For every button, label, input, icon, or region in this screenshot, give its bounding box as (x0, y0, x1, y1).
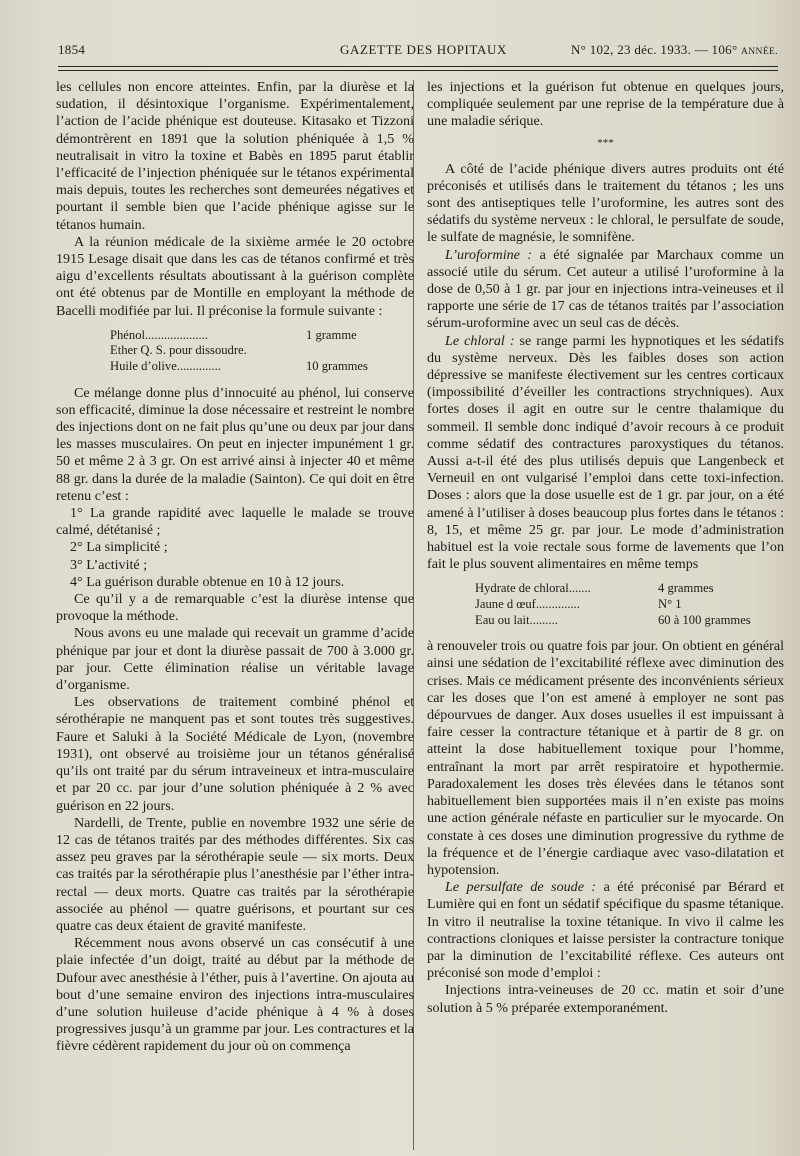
formula-row (110, 343, 414, 359)
issue-info (571, 42, 778, 58)
formula-row (475, 613, 784, 629)
paragraph-lead: Le persulfate de soude : (445, 879, 597, 896)
paragraph: à renouveler trois ou quatre fois par jour. On obtient en général ainsi une sédation de l’excitabilité réflexe avec diminution des crises. Mais ce médicament présente des inconvénients sérieux car les doses que l’on est amené à employer ne sont pas dépourvues de danger. Aux doses usuelles il est impuissant à faire cesser la contracture tétanique et à partir de 8 gr. on atteint la dose habituellement toxique pour l’homme, entraînant la mort par arrêt respiratoire et hypothermie. Paradoxalement les doses très élevées dans le tétanos sont habituellement bien supportées mais il n’en existe pas moins une action générale néfaste en particulier sur le myocarde. On constate à ces doses une diminution progressive du rythme de la fréquence et de l’énergie cardiaque avec vaso-dilatation et hypotension. (427, 638, 784, 878)
list-item: 3° L’activité ; (70, 556, 148, 573)
paragraph-body: se range parmi les hypnotiques et les sédatifs du système nerveux. Dès les faibles doses son action dépressive se manifeste électivement sur les centres corticaux (impossibilité d’éveiller les contractions strychniques). Aux fortes doses il agit en outre sur le centre thalamique du sommeil. Il semble donc indiqué d’avoir recours à ce produit comme sédatif des contractures paroxystiques du tétanos. Aussi a-t-il été des plus utilisés depuis que Langenbeck et Verneuil en ont vulgarisé l’emploi dans cette toxi-infection. Doses : alors que la dose usuelle est de 1 gr. par jour, on a été amené à l’utiliser à doses beaucoup plus fortes dans le tétanos : 8, 15, et même 25 gr. par jour. Le mode d’administration habituel est la voie rectale sous forme de lavements que l’on fait le plus souvent alimentaires en même temps (427, 332, 784, 573)
list-item: 1° La grande rapidité avec laquelle le malade se trouve calmé, dététanisé ; (56, 505, 414, 539)
paragraph-lead: Le chloral : (445, 332, 515, 349)
right-column (427, 79, 784, 1017)
ingredient-name: Eau ou lait......... (475, 612, 558, 627)
left-column (56, 79, 414, 1056)
journal-title: GAZETTE DES HOPITAUX (340, 42, 507, 57)
paragraph (427, 247, 784, 333)
paragraph-body: a été signalée par Marchaux comme un associé utile du sérum. Cet auteur a utilisé l’uroformine à la dose de 0,50 à 1 gr. par jour en injections intra-veineuses et il rapporte une série de 17 cas de tétanos traités par l’association sérum-uroformine avec un seul cas de décès. (427, 246, 784, 332)
list-item: 2° La simplicité ; (70, 539, 168, 556)
formula-row (475, 597, 784, 613)
paragraph: A côté de l’acide phénique divers autres produits ont été préconisés et utilisés dans le traitement du tétanos ; les uns sont des antiseptiques telle l’uroformine, les autres sont des sédatifs du système nerveux : le chloral, le persulfate de soude, le sulfate de magnésie, le somnifène. (427, 160, 784, 246)
section-separator: *** (597, 136, 614, 149)
issue-date: N° 102, 23 déc. 1933. — 106° (570, 42, 738, 57)
paragraph: Injections intra-veineuses de 20 cc. matin et soir d’une solution à 5 % préparée extemporanément. (427, 982, 784, 1016)
ingredient-dose: 4 grammes (658, 581, 714, 596)
paragraph: Nous avons eu une malade qui recevait un gramme d’acide phénique par jour et dont la diurèse passait de 700 à 3.000 gr. par jour. Cette élimination réalise un véritable lavage d’organisme. (56, 625, 414, 694)
year-label: ANNÉE. (741, 47, 778, 57)
ingredient-name: Ether Q. S. pour dissoudre. (110, 343, 247, 358)
header-rule-thick (58, 66, 778, 67)
ingredient-name: Phénol.................... (110, 327, 208, 342)
running-header (58, 42, 778, 62)
ingredient-name: Huile d’olive.............. (110, 359, 221, 374)
header-rule-thin (58, 70, 778, 71)
paragraph-body: a été préconisé par Bérard et Lumière qui en font un sédatif spécifique du spasme tétanique. In vitro il neutralise la toxine tétanique. In vivo il calme les contractions cloniques et laisse persister la contracture tonique par la diminution de l’excitabilité réflexe. Ces auteurs ont préconisé son mode d’emploi : (427, 879, 784, 982)
paragraph (427, 879, 784, 982)
paragraph: Ce qu’il y a de remarquable c’est la diurèse intense que provoque la méthode. (56, 591, 414, 625)
ingredient-dose: N° 1 (658, 597, 682, 612)
formula-row (110, 328, 414, 344)
ingredient-dose: 1 gramme (306, 327, 357, 342)
list-item: 4° La guérison durable obtenue en 10 à 12 jours. (70, 573, 345, 590)
chloral-formula (475, 581, 784, 628)
formula-row (110, 359, 414, 375)
ingredient-dose: 10 grammes (306, 359, 368, 374)
ingredient-dose: 60 à 100 grammes (658, 612, 751, 627)
ingredient-name: Hydrate de chloral....... (475, 581, 591, 596)
paragraph: Ce mélange donne plus d’innocuité au phénol, lui conserve son efficacité, diminue la dose nécessaire et restreint le nombre des injections dont on ne fait plus qu’une ou deux par jour dans les masses musculaires. On peut en injecter impunément 1 gr. 50 et même 2 à 3 gr. On est arrivé ainsi à injecter 40 et même 88 gr. dans la durée de la maladie (Sainton). Ce qui doit en être retenu c’est : (56, 384, 414, 504)
paragraph: Les observations de traitement combiné phénol et sérothérapie ne manquent pas et sont toutes très suggestives. Faure et Saluki à la Société Médicale de Lyon, (novembre 1931), ont observé au troisième jour un tétanos généralisé qu’ils ont traité par du sérum intraveineux et intra-musculaire et par 20 cc. par jour d’une solution phéniquée à 2 % avec guérison en 22 jours. (56, 694, 414, 814)
ingredient-name: Jaune d œuf.............. (475, 597, 580, 612)
formula-row (475, 581, 784, 597)
phenol-formula (110, 328, 414, 375)
paragraph: A la réunion médicale de la sixième armée le 20 octobre 1915 Lesage disait que dans les cas de tétanos confirmé et très aigu d’excellents résultats aboutissant à la guérison complète ont été obtenus par de Montille en employant la méthode de Bacelli modifiée par lui. Il préconise la formule suivante : (56, 233, 414, 319)
page-number: 1854 (58, 42, 86, 57)
paragraph-lead: L’uroformine : (445, 246, 533, 263)
paragraph: les injections et la guérison fut obtenue en quelques jours, compliquée seulement par une reprise de la température due à une maladie sérique. (427, 79, 784, 130)
paragraph (427, 333, 784, 574)
paragraph: Nardelli, de Trente, publie en novembre 1932 une série de 12 cas de tétanos traités par des méthodes différentes. Six cas assez peu graves par la sérothérapie seule — six morts. Deux cas traités par la sérothérapie plus l’anesthésie par l’éther intra-rectal — deux morts. Quatre cas traités par la sérothérapie associée au phénol — quatre guérisons, et pourtant sur ces quatre cas deux étaient de gravité manifeste. (56, 814, 414, 934)
paragraph: Récemment nous avons observé un cas consécutif à une plaie infectée d’un doigt, traité au début par la méthode de Dufour avec anesthésie à l’éther, puis à l’avertine. On ajouta au bout d’une semaine environ des injections intra-musculaires d’une solution huileuse d’acide phénique à 4 % à doses progressives jusqu’à un gramme par jour. Les contractures et la fièvre cédèrent rapidement du jour où on commença (56, 935, 414, 1055)
paragraph: les cellules non encore atteintes. Enfin, par la diurèse et la sudation, il désintoxique l’organisme. Expérimentalement, l’action de l’acide phénique est douteuse. Kitasako et Tizzoni démontrèrent en 1891 que la solution phéniquée à 1,5 % neutralisait in vitro la toxine et Babès en 1895 parut établir l’efficacité de l’injection phéniquée sur le tétanos expérimental mais depuis, toutes les recherches sont demeurées négatives et pourtant il semble bien que l’acide phénique agisse sur le tétanos humain. (56, 79, 414, 233)
